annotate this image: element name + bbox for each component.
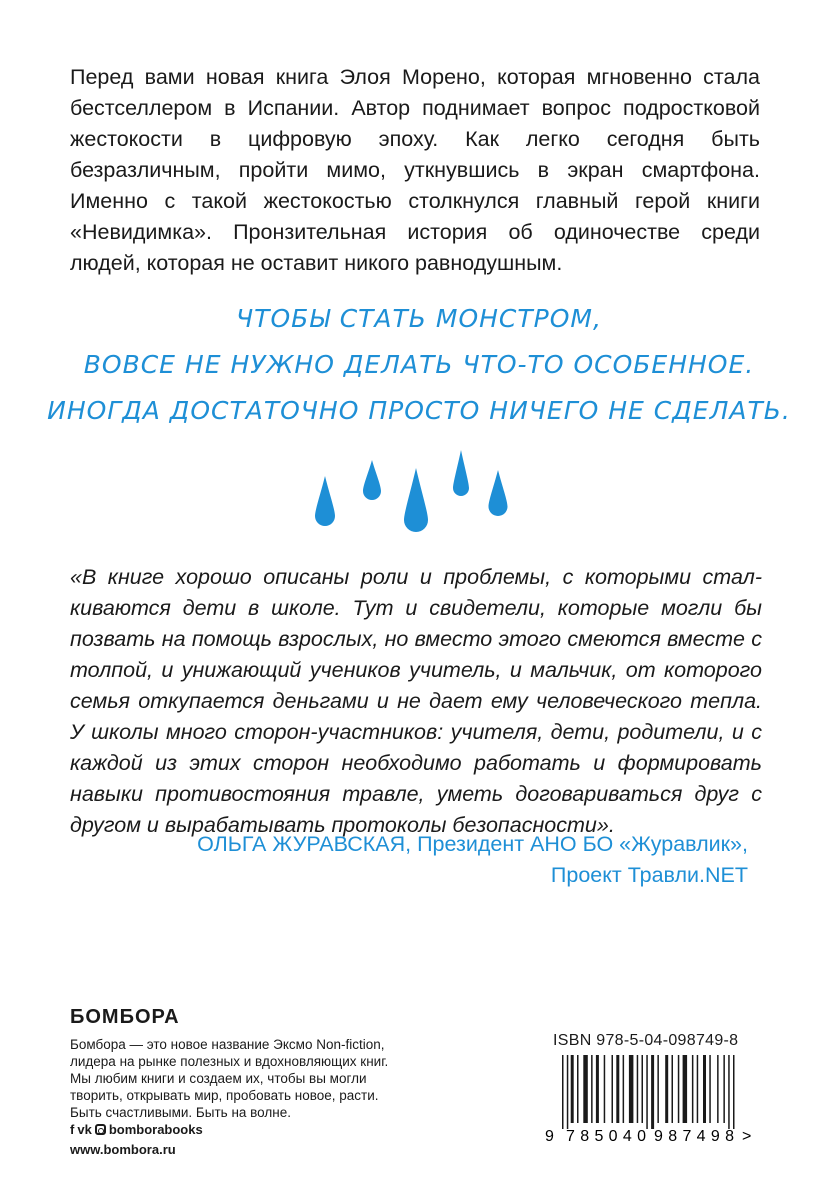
barcode-bar (637, 1055, 639, 1123)
barcode-bar (651, 1055, 654, 1129)
intro-paragraph: Перед вами новая книга Элоя Морено, которая мгновенно стала бестселлером в Испании. Автор поднимает вопрос подростковой жестокости в цифровую эпоху. Как легко сегодня быть безразличным, пройти мимо, уткнувшись в экран смартфона. Именно с такой жестокостью столкнулся главный герой книги «Невидимка». Пронзительная история об одиночестве среди людей, которая не оставит никого равнодушным. (70, 65, 760, 275)
attribution-line: ОЛЬГА ЖУРАВСКАЯ, Президент АНО БО «Журавлик», (197, 832, 748, 856)
raindrop (453, 450, 469, 496)
tagline-line: ВОВСЕ НЕ НУЖНО ДЕЛАТЬ ЧТО-ТО ОСОБЕННОЕ. (83, 350, 755, 379)
barcode-bar (723, 1055, 725, 1123)
barcode-digits-right: 987498 (654, 1128, 734, 1145)
quote-attribution (100, 829, 748, 891)
barcode-bars (562, 1055, 735, 1129)
barcode-digits-left: 785040 (566, 1128, 646, 1145)
raindrops-icon (300, 448, 530, 538)
attribution-line: Проект Травли.NET (550, 863, 748, 887)
barcode-bar (709, 1055, 711, 1123)
barcode-bar (665, 1055, 668, 1123)
barcode-digit-first: 9 (545, 1128, 554, 1145)
barcode-bar (591, 1055, 593, 1123)
drop-shapes (315, 450, 508, 532)
barcode-bar (616, 1055, 619, 1123)
barcode-bar (623, 1055, 625, 1123)
barcode-bar (717, 1055, 719, 1123)
about-line: Мы любим книги и создаем их, чтобы вы могли (70, 1071, 367, 1086)
tagline-line: ИНОГДА ДОСТАТОЧНО ПРОСТО НИЧЕГО НЕ СДЕЛАТЬ. (47, 396, 791, 425)
raindrop (489, 470, 508, 516)
social-links (70, 1122, 203, 1137)
about-line: Быть счастливыми. Быть на волне. (70, 1105, 291, 1120)
barcode-bar (629, 1055, 634, 1123)
barcode-bar (657, 1055, 659, 1123)
barcode-bar (683, 1055, 688, 1123)
barcode-bar (571, 1055, 574, 1123)
barcode-bar (728, 1055, 730, 1129)
barcode-bar (646, 1055, 648, 1129)
barcode-bar (596, 1055, 599, 1123)
publisher-logo: БОМБОРА (70, 1006, 180, 1028)
review-quote: «В книге хорошо описаны роли и проблемы, с которыми сталкиваются дети в школе. Тут и свидетели, которые могли бы позвать на помощь взрослых, но вместо этого смеются вместе с толпой, и унижающий учеников учитель, и мальчик, от которого семья откупается деньгами и не дает ему человеческого тепла. У школы много сторон-участников: учителя, дети, родители, и с каждой из этих сторон необходимо работать и формировать навыки противостояния травле, уметь договариваться друг с другом и вырабатывать протоколы безопасности». (70, 565, 762, 837)
barcode-bar (577, 1055, 579, 1123)
barcode-bar (604, 1055, 606, 1123)
vk-icon: vk (77, 1122, 92, 1137)
barcode-bar (703, 1055, 706, 1123)
social-handle: bomborabooks (108, 1122, 203, 1137)
barcode-bar (612, 1055, 614, 1123)
barcode-bar (562, 1055, 564, 1129)
facebook-icon: f (70, 1122, 75, 1137)
about-line: Бомбора — это новое название Эксмо Non-fiction, (70, 1037, 385, 1052)
barcode-bar (583, 1055, 588, 1123)
about-line: лидера на рынке полезных и вдохновляющих книг. (70, 1054, 389, 1069)
tagline (0, 296, 838, 434)
tagline-line: ЧТОБЫ СТАТЬ МОНСТРОМ, (236, 304, 602, 333)
barcode-bar (642, 1055, 644, 1123)
publisher-website: www.bombora.ru (70, 1142, 176, 1157)
about-line: творить, открывать мир, пробовать новое, расти. (70, 1088, 379, 1103)
barcode-arrow: > (742, 1128, 752, 1145)
barcode-bar (567, 1055, 569, 1129)
barcode-bar (697, 1055, 699, 1123)
barcode-bar (672, 1055, 674, 1123)
barcode-bar (678, 1055, 680, 1123)
barcode-bar (733, 1055, 735, 1129)
instagram-icon (95, 1124, 106, 1135)
raindrop (404, 468, 428, 532)
publisher-about (70, 1036, 430, 1121)
raindrop (363, 460, 381, 500)
barcode-bar (692, 1055, 694, 1123)
raindrop (315, 476, 335, 526)
barcode (544, 1055, 754, 1145)
isbn-label: ISBN 978-5-04-098749-8 (553, 1032, 739, 1049)
